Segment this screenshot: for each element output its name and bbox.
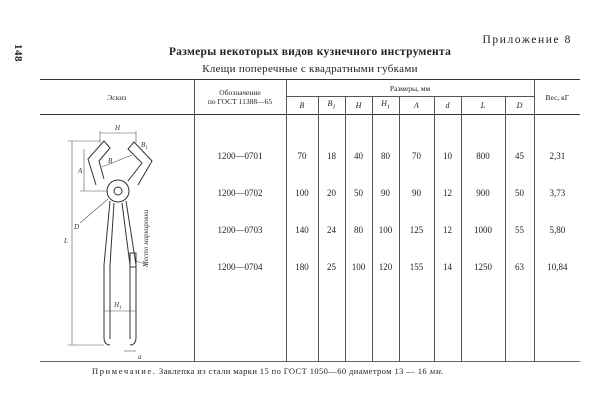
header-size-B: B xyxy=(286,97,318,115)
header-size-D: D xyxy=(505,97,534,115)
row-2-H: 50 xyxy=(354,188,363,198)
dim-B-line xyxy=(102,155,132,167)
row-3-B1: 24 xyxy=(327,225,336,235)
header-size-A: A xyxy=(399,97,434,115)
rivet-circle xyxy=(114,187,122,195)
label-marking-place: Место маркировки xyxy=(142,209,150,267)
row-4-H: 100 xyxy=(351,262,366,272)
row-1-A: 70 xyxy=(412,151,421,161)
hinge-circle xyxy=(107,180,129,202)
row-2-L: 900 xyxy=(476,188,490,198)
row-1-H1: 80 xyxy=(381,151,390,161)
row-4-B1: 25 xyxy=(327,262,336,272)
footnote-unit: мм. xyxy=(429,366,444,376)
header-sizes: Размеры, мм xyxy=(286,80,534,97)
col-H1 xyxy=(372,115,399,362)
appendix-label: Приложение 8 xyxy=(482,34,572,46)
row-3-H: 80 xyxy=(354,225,363,235)
footnote xyxy=(92,366,444,376)
label-H: H xyxy=(115,124,121,132)
header-designation xyxy=(194,80,286,115)
row-1-weight: 2,31 xyxy=(549,151,566,161)
row-3-weight: 5,80 xyxy=(549,225,566,235)
label-A: A xyxy=(78,167,83,175)
row-1-designation: 1200—0701 xyxy=(217,151,263,161)
row-4-L: 1250 xyxy=(474,262,492,272)
col-B1 xyxy=(318,115,345,362)
row-4-B: 180 xyxy=(295,262,309,272)
row-4-d: 14 xyxy=(443,262,452,272)
col-B xyxy=(286,115,318,362)
footnote-lead: Примечание. xyxy=(92,366,157,376)
row-3-A: 125 xyxy=(409,225,424,235)
row-2-B: 100 xyxy=(295,188,309,198)
row-2-B1: 20 xyxy=(327,188,336,198)
row-1-H: 40 xyxy=(354,151,363,161)
row-2-weight: 3,73 xyxy=(549,188,566,198)
row-2-D: 50 xyxy=(515,188,525,198)
label-H1: $H_1$ xyxy=(114,301,122,311)
col-D xyxy=(505,115,534,362)
col-d xyxy=(434,115,461,362)
row-1-D: 45 xyxy=(515,151,525,161)
document-title: Размеры некоторых видов кузнечного инструмента xyxy=(168,46,452,58)
row-1-L: 800 xyxy=(476,151,490,161)
header-size-H: H xyxy=(345,97,372,115)
col-designation xyxy=(194,115,286,362)
dim-D-leader xyxy=(80,199,108,223)
col-weight xyxy=(534,115,580,362)
col-A xyxy=(399,115,434,362)
left-handle-outer xyxy=(104,201,110,345)
tongs-sketch xyxy=(44,115,192,361)
left-handle-inner xyxy=(110,203,114,339)
header-size-H1: $H_1$ xyxy=(372,97,399,115)
col-H xyxy=(345,115,372,362)
right-handle-inner xyxy=(122,203,130,339)
header-designation-line2: по ГОСТ 11388—65 xyxy=(207,97,273,106)
row-4-H1: 120 xyxy=(378,262,393,272)
header-size-L: L xyxy=(461,97,505,115)
table-subtitle: Клещи поперечные с квадратными губками xyxy=(202,63,418,75)
right-handle-outer xyxy=(126,201,136,345)
sketch-cell xyxy=(40,115,194,362)
row-3-L: 1000 xyxy=(474,225,492,235)
row-1-d: 10 xyxy=(443,151,452,161)
header-size-d: d xyxy=(434,97,461,115)
left-jaw xyxy=(88,141,110,185)
label-B: B xyxy=(108,157,113,165)
row-3-designation: 1200—0703 xyxy=(217,225,263,235)
row-4-A: 155 xyxy=(409,262,424,272)
row-1-B: 70 xyxy=(297,151,307,161)
dimensions-table xyxy=(40,79,580,362)
row-4-D: 63 xyxy=(515,262,525,272)
label-D: D xyxy=(74,223,80,231)
row-2-H1: 90 xyxy=(381,188,390,198)
right-jaw xyxy=(128,142,152,185)
header-size-B1: $B_1$ xyxy=(318,97,345,115)
col-L xyxy=(461,115,505,362)
row-3-D: 55 xyxy=(515,225,525,235)
header-weight: Вес, кГ xyxy=(534,80,580,115)
row-4-designation: 1200—0704 xyxy=(217,262,263,272)
label-a: a xyxy=(138,353,142,361)
row-1-B1: 18 xyxy=(327,151,336,161)
label-B1: $B_1$ xyxy=(141,141,148,151)
row-4-weight: 10,84 xyxy=(547,262,568,272)
page-number: 148 xyxy=(12,44,24,62)
row-3-H1: 100 xyxy=(378,225,393,235)
footnote-text: Заклепка из стали марки 15 по ГОСТ 1050—60 диаметром 13 — 16 xyxy=(156,366,430,376)
row-2-A: 90 xyxy=(412,188,421,198)
row-2-d: 12 xyxy=(443,188,452,198)
row-2-designation: 1200—0702 xyxy=(217,188,263,198)
row-3-B: 140 xyxy=(295,225,309,235)
label-L: L xyxy=(64,237,68,245)
header-designation-line1: Обозначение xyxy=(219,88,261,97)
row-3-d: 12 xyxy=(443,225,452,235)
header-sketch: Эскиз xyxy=(107,92,127,102)
